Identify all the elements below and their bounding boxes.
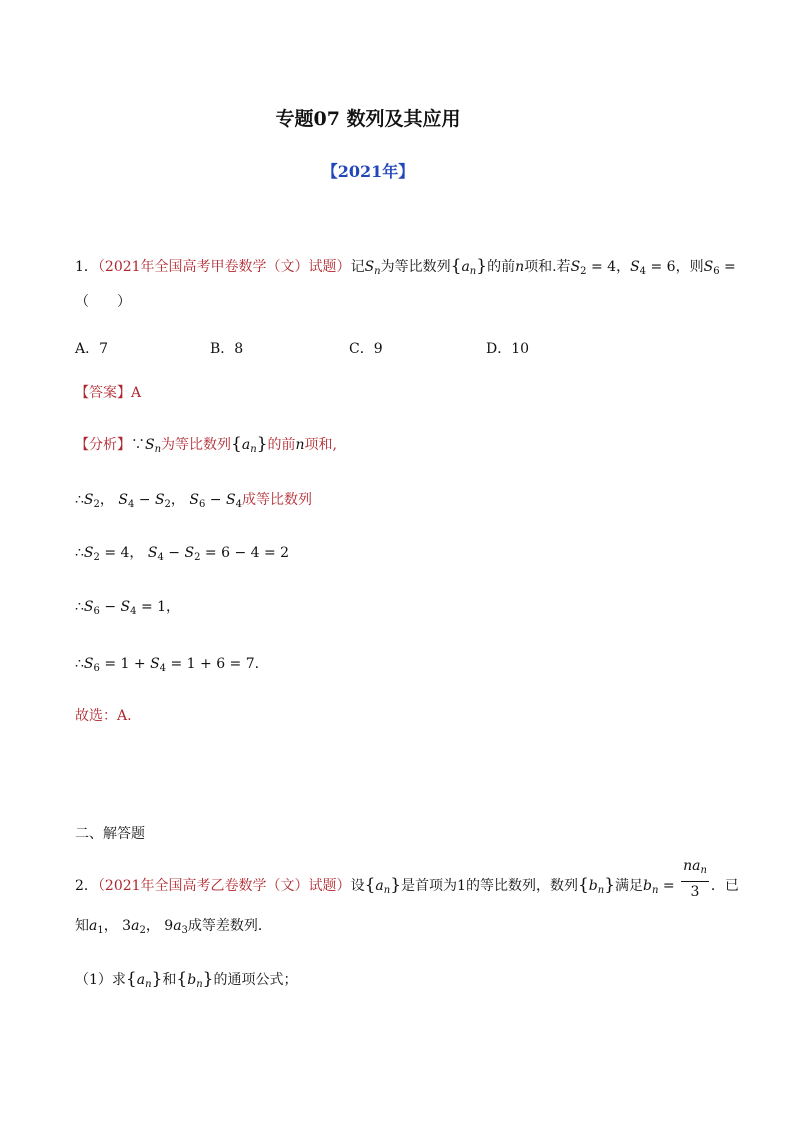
q2-text: 成等差数列． (187, 918, 272, 934)
formula: $\therefore S_6 - S_4 = 1$， (75, 599, 181, 617)
formula: $\therefore S_2$， $S_4 - S_2$， $S_6 - S_4$ (75, 492, 242, 510)
formula: $\{a_n\}$ (231, 434, 268, 455)
formula: $\therefore S_6 = 1 + S_4 = 1 + 6 = 7$. (75, 656, 260, 674)
q1-text: ，则 (675, 259, 704, 275)
q2-text: （1）求 (75, 972, 126, 988)
q2-text: 和 (162, 972, 177, 988)
q2-text: 的通项公式； (213, 972, 298, 988)
analysis-text: 成等比数列 (241, 492, 312, 508)
year-heading: 【2021年】 (321, 162, 415, 181)
q1-number: 1． (75, 259, 98, 275)
q1-paren: （ ） (75, 294, 131, 310)
formula: $\{b_n\}$ (176, 969, 214, 990)
formula: $\because S_n$ (131, 437, 162, 455)
answer: 【答案】A (75, 385, 142, 401)
formula: $S_4 = 6$ (630, 259, 676, 277)
q1-text: 项和.若 (524, 259, 571, 275)
analysis-step-1 (75, 490, 312, 515)
option-d: D．10 (486, 341, 530, 357)
formula: $\therefore S_2 = 4$， $S_4 - S_2 = 6 - 4 = 2$ (75, 545, 290, 563)
formula: n (515, 259, 525, 275)
q2-part-1 (75, 969, 297, 995)
q1-text: ， (616, 259, 631, 275)
analysis-step-2 (75, 543, 289, 568)
section-heading: 二、解答题 (75, 826, 145, 842)
formula: $\{a_n\}$ (125, 969, 163, 990)
formula: $b_n$ = $\frac{na_n}{3}$ (643, 858, 707, 900)
page-title: 专题07 数列及其应用 (275, 108, 461, 130)
formula: $\{a_n\}$ (450, 256, 488, 277)
q1-text: 为等比数列 (380, 259, 451, 275)
analysis-text: 项和, (304, 437, 337, 453)
formula: $S_n$ (364, 259, 381, 277)
q2-text: 是首项为1的等比数列，数列 (401, 878, 578, 894)
formula: $S_6$ = (703, 259, 736, 277)
analysis-text: 的前 (267, 437, 296, 453)
formula: $a_1$， $3a_2$， $9a_3$ (89, 918, 188, 936)
analysis-step-3 (75, 597, 180, 622)
q2-text: 满足 (615, 878, 644, 894)
analysis-label: 【分析】 (75, 437, 131, 453)
q2-stem (75, 858, 739, 902)
q2-source: （2021年全国高考乙卷数学（文）试题） (97, 878, 351, 894)
option-c: C．9 (349, 341, 383, 357)
q2-stem-cont (75, 916, 272, 941)
option-a: A．7 (75, 341, 109, 357)
q2-text: ．已 (710, 878, 739, 894)
formula: $S_2 = 4$ (570, 259, 617, 277)
analysis (75, 434, 337, 460)
formula: n (295, 437, 305, 453)
q1-text: 的前 (487, 259, 516, 275)
analysis-text: 为等比数列 (161, 437, 232, 453)
option-b: B．8 (210, 341, 244, 357)
q2-text: 设 (350, 878, 365, 894)
q2-number: 2． (75, 878, 98, 894)
conclusion: 故选：A. (75, 708, 132, 724)
q1-source: （2021年全国高考甲卷数学（文）试题） (97, 259, 351, 275)
analysis-step-4 (75, 654, 259, 679)
q1-stem (75, 256, 736, 282)
formula: $\{b_n\}$ (577, 875, 616, 896)
formula: $\{a_n\}$ (364, 875, 402, 896)
q1-text: 记 (350, 259, 365, 275)
q2-text: 知 (75, 918, 89, 934)
